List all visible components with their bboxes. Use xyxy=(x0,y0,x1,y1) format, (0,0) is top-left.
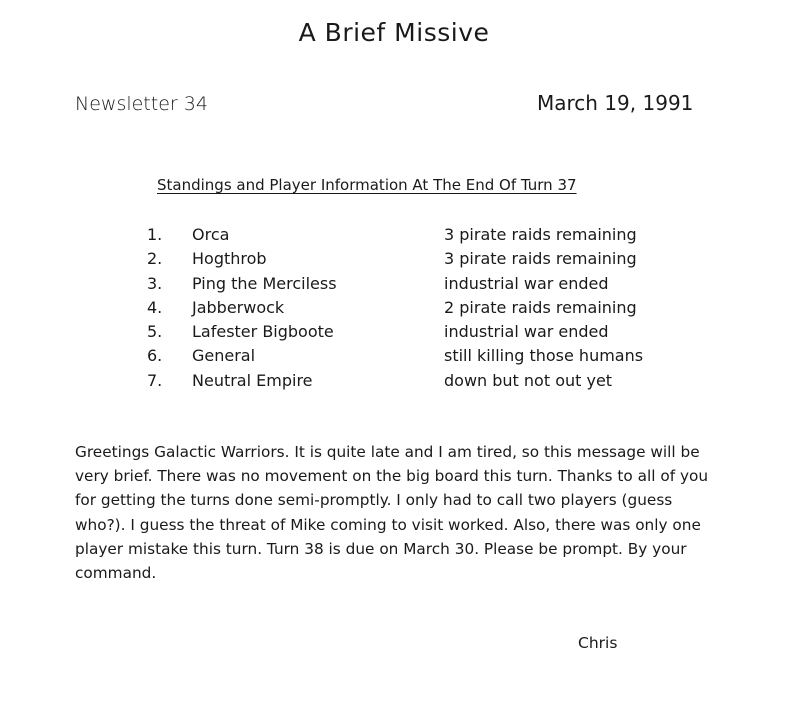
standings-status: industrial war ended xyxy=(444,322,609,342)
standings-row xyxy=(147,273,707,297)
newsletter-number: Newsletter 34 xyxy=(75,93,208,115)
standings-player: Orca xyxy=(192,225,230,244)
standings-player: Lafester Bigboote xyxy=(192,322,334,342)
standings-player: Jabberwock xyxy=(192,297,285,317)
standings-status: 2 pirate raids remaining xyxy=(444,297,637,317)
standings-player: Neutral Empire xyxy=(192,370,313,390)
standings-rank: 5. xyxy=(147,322,163,342)
standings-row xyxy=(147,345,707,369)
standings-rank: 6. xyxy=(147,346,163,366)
standings-status: industrial war ended xyxy=(444,273,609,293)
standings-list xyxy=(147,224,707,394)
standings-rank: 2. xyxy=(147,249,163,269)
standings-heading: Standings and Player Information At The End Of Turn 37 xyxy=(157,176,577,194)
standings-rank: 7. xyxy=(147,370,163,390)
standings-status: 3 pirate raids remaining xyxy=(444,249,637,269)
signature: Chris xyxy=(578,634,618,652)
standings-row xyxy=(147,248,707,272)
standings-rank: 4. xyxy=(147,297,163,317)
standings-player: Hogthrob xyxy=(192,249,267,269)
standings-rank: 1. xyxy=(147,225,163,244)
standings-row xyxy=(147,297,707,321)
standings-status: down but not out yet xyxy=(444,370,613,390)
standings-player: Ping the Merciless xyxy=(192,273,337,293)
standings-row xyxy=(147,370,707,394)
standings-status: 3 pirate raids remaining xyxy=(444,225,637,244)
standings-player: General xyxy=(192,346,256,366)
standings-rank: 3. xyxy=(147,273,163,293)
standings-status: still killing those humans xyxy=(444,346,644,366)
standings-row xyxy=(147,224,707,248)
message-body xyxy=(75,440,725,585)
message-paragraph: Greetings Galactic Warriors. It is quite late and I am tired, so this message will be very brief. There was no movement on the big board this turn. Thanks to all of you for getting the turns done semi-promptly. I only had to call two players (guess who?). I guess the threat of Mike coming to visit worked. Also, there was only one player mistake this turn. Turn 38 is due on March 30. Please be prompt. By your command. xyxy=(75,443,709,583)
document-title: A Brief Missive xyxy=(298,18,490,47)
newsletter-date: March 19, 1991 xyxy=(537,91,694,115)
standings-row xyxy=(147,321,707,345)
